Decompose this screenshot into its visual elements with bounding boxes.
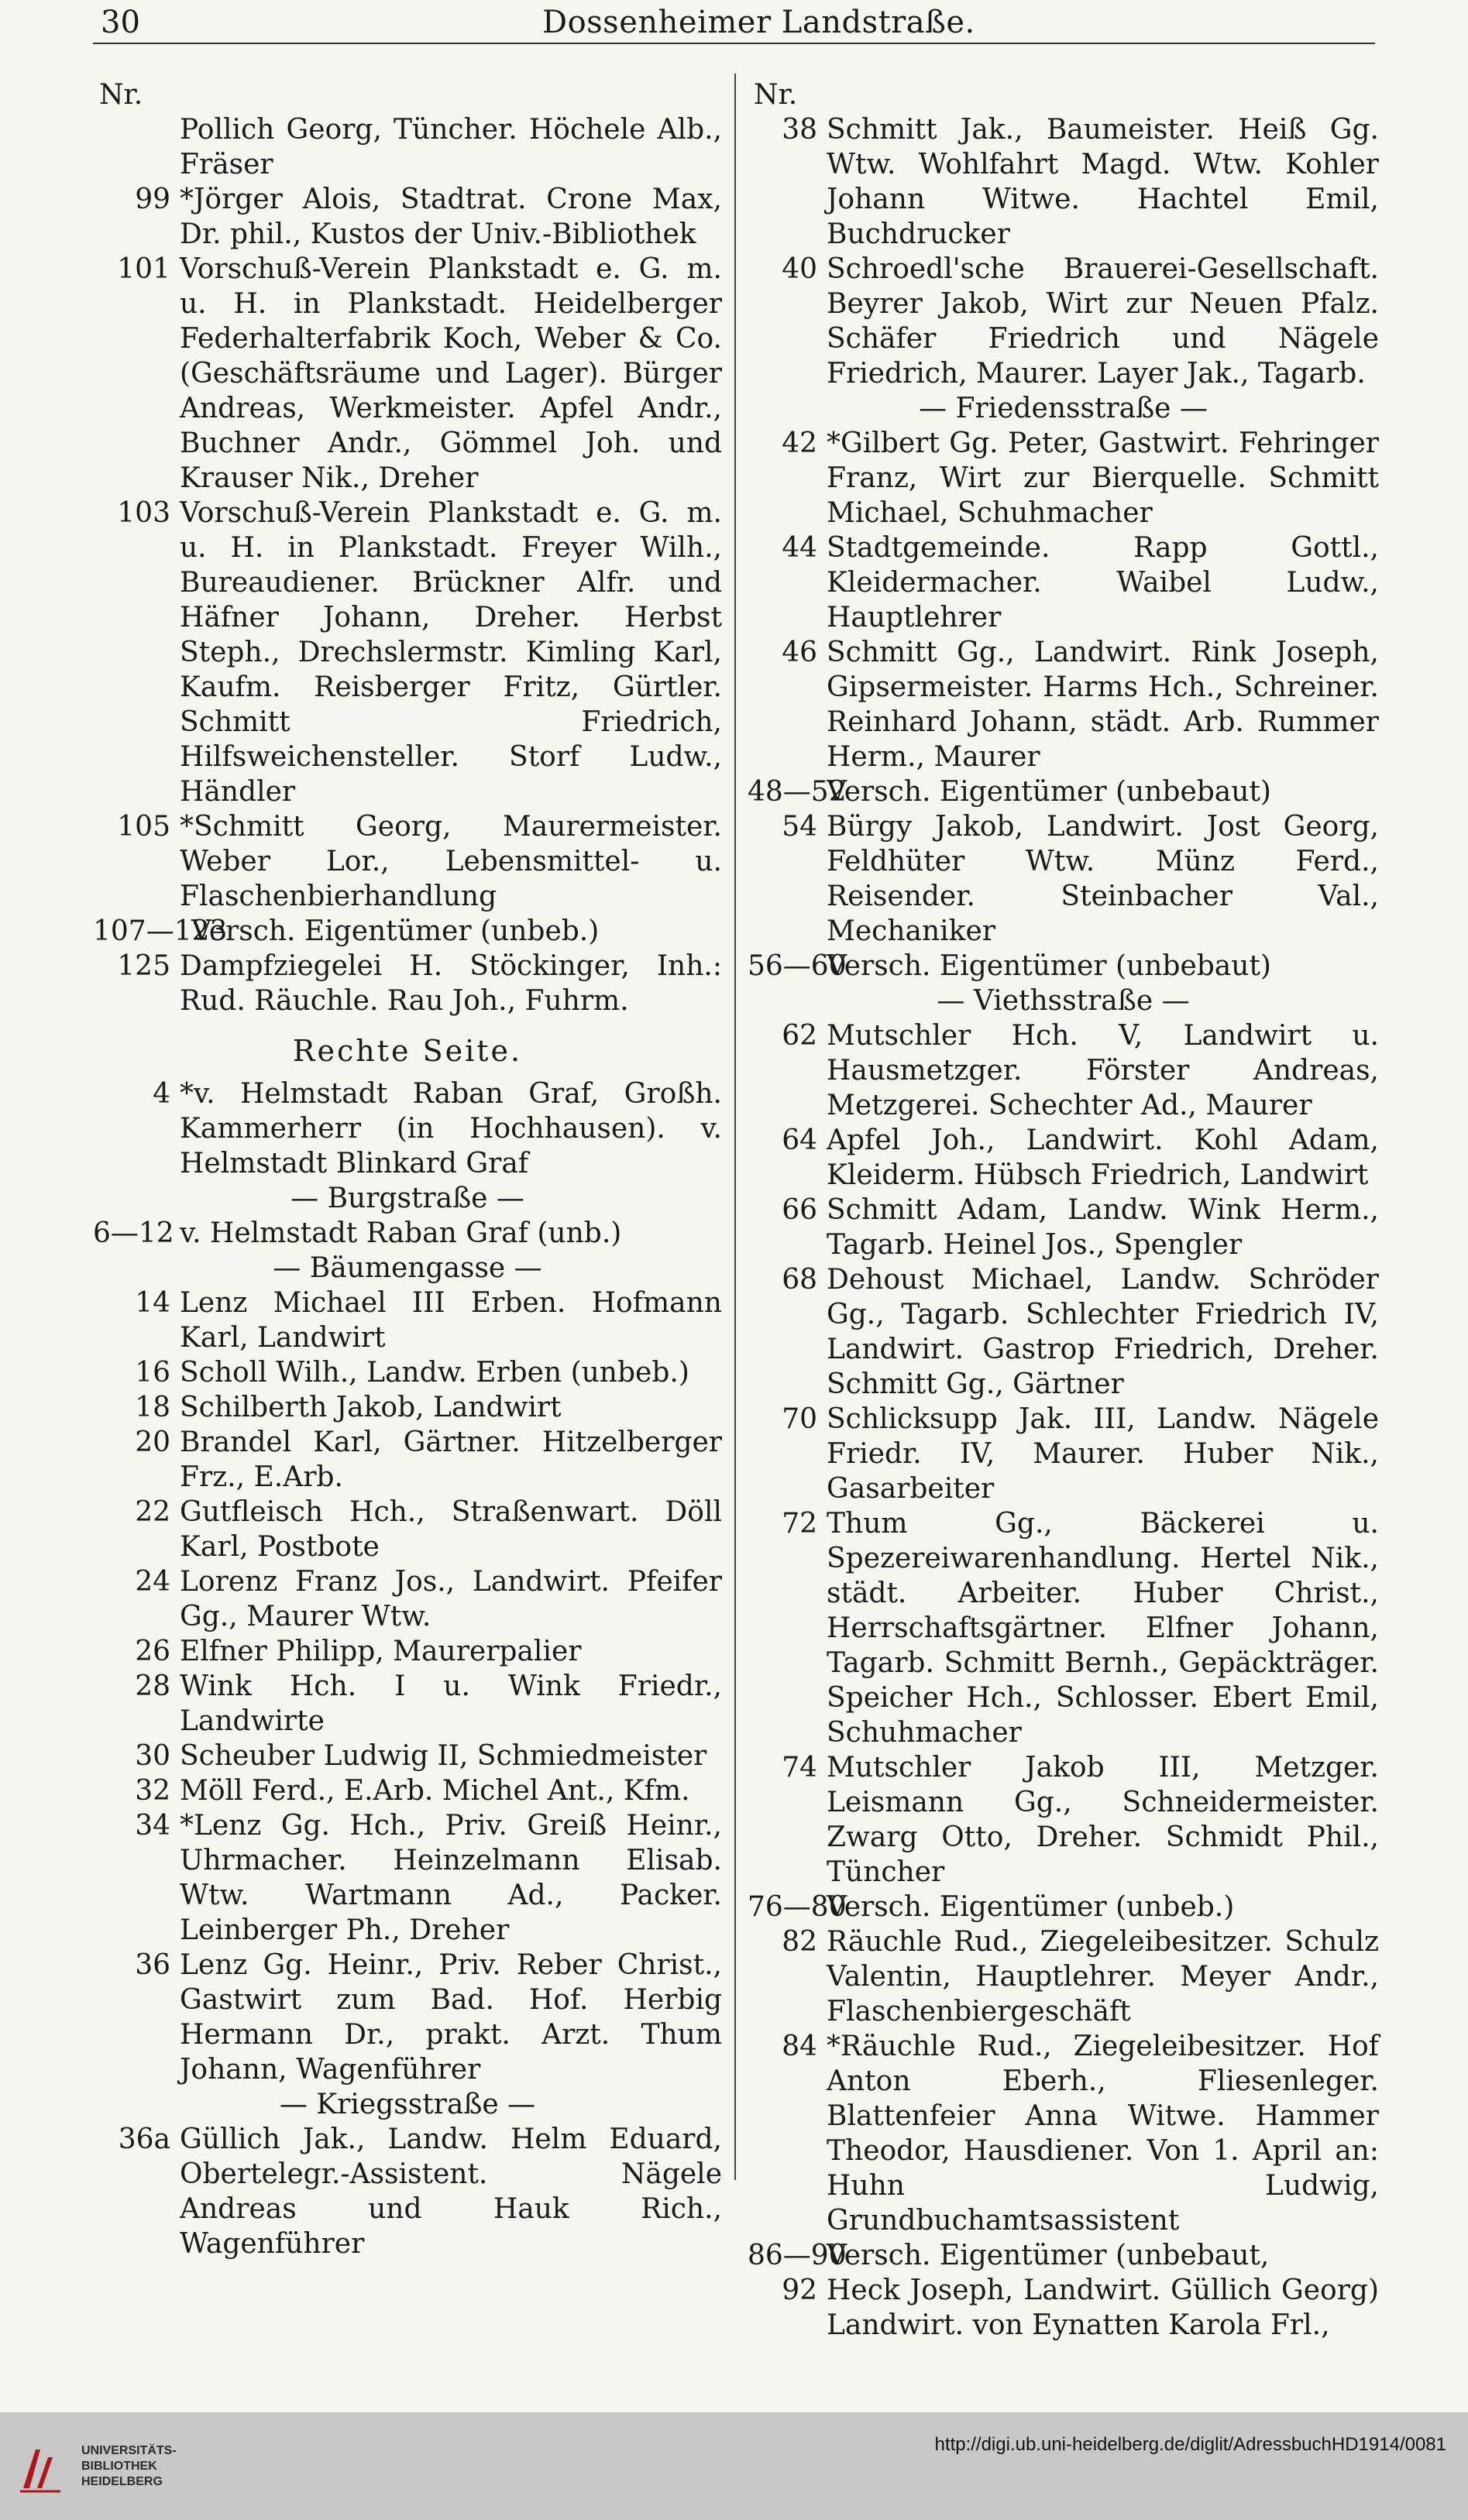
house-number: 42 bbox=[782, 427, 817, 459]
resident-text: Güllich Jak., Landw. Helm Eduard, Obertelegr.-Assistent. Nägele Andreas und Hauk Rich., Wagenführer bbox=[180, 2123, 722, 2260]
column-number-header: Nr. bbox=[99, 79, 143, 111]
resident-text: Lenz Gg. Heinr., Priv. Reber Christ., Gastwirt zum Bad. Hof. Herbig Hermann Dr., prakt. Arzt. Thum Johann, Wagenführer bbox=[180, 1949, 722, 2086]
address-entry bbox=[748, 1262, 1379, 1402]
house-number: 103 bbox=[117, 497, 170, 529]
resident-text: Scheuber Ludwig II, Schmiedmeister bbox=[180, 1740, 707, 1772]
running-title: Dossenheimer Landstraße. bbox=[542, 5, 975, 40]
address-entry bbox=[93, 949, 722, 1018]
address-entry bbox=[93, 1808, 722, 1948]
house-number: 38 bbox=[782, 114, 817, 146]
left-column bbox=[93, 77, 722, 2261]
address-entry bbox=[93, 1739, 722, 1773]
resident-text: Versch. Eigentümer (unbebaut) bbox=[827, 950, 1271, 982]
address-entry bbox=[748, 1750, 1379, 1890]
resident-text: Bürgy Jakob, Landwirt. Jost Georg, Feldhüter Wtw. Münz Ferd., Reisender. Steinbacher Val., Mechaniker bbox=[827, 811, 1379, 947]
house-number: 32 bbox=[135, 1775, 170, 1807]
resident-text: Mutschler Hch. V, Landwirt u. Hausmetzger. Förster Andreas, Metzgerei. Schechter Ad., Maurer bbox=[827, 1020, 1379, 1121]
resident-text: *Lenz Gg. Hch., Priv. Greiß Heinr., Uhrmacher. Heinzelmann Elisab. Wtw. Wartmann Ad., Packer. Leinberger Ph., Dreher bbox=[180, 1810, 722, 1946]
house-number: 86—90 bbox=[748, 2240, 847, 2271]
house-number: 34 bbox=[135, 1810, 170, 1842]
address-entry bbox=[748, 774, 1379, 809]
library-footer bbox=[0, 2412, 1468, 2520]
resident-text: Schilberth Jakob, Landwirt bbox=[180, 1392, 562, 1423]
address-entry bbox=[748, 1402, 1379, 1506]
address-entry bbox=[93, 112, 722, 182]
address-entry bbox=[748, 426, 1379, 530]
resident-text: Mutschler Jakob III, Metzger. Leismann Gg., Schneidermeister. Zwarg Otto, Dreher. Schmidt Phil., Tüncher bbox=[827, 1752, 1379, 1888]
house-number: 44 bbox=[782, 532, 817, 564]
house-number: 28 bbox=[135, 1670, 170, 1702]
address-entry bbox=[93, 2122, 722, 2261]
house-number: 82 bbox=[782, 1926, 817, 1958]
house-number: 20 bbox=[135, 1427, 170, 1458]
house-number: 30 bbox=[135, 1740, 170, 1772]
address-entry bbox=[748, 1193, 1379, 1262]
column-divider bbox=[734, 74, 736, 2180]
university-library-logo-icon bbox=[17, 2443, 64, 2494]
cross-street-label: — Burgstraße — bbox=[291, 1183, 524, 1214]
section-heading: Rechte Seite. bbox=[292, 1034, 523, 1068]
resident-text: *Räuchle Rud., Ziegeleibesitzer. Hof Anton Eberh., Fliesenleger. Blattenfeier Anna Witwe. Hammer Theodor, Hausdiener. Von 1. April an: Huhn Ludwig, Grundbuchamtsassistent bbox=[827, 2031, 1379, 2237]
house-number: 105 bbox=[117, 811, 170, 843]
house-number: 72 bbox=[782, 1508, 817, 1540]
house-number: 48—52 bbox=[748, 776, 847, 808]
resident-text: Versch. Eigentümer (unbeb.) bbox=[827, 1891, 1235, 1923]
house-number: 64 bbox=[782, 1124, 817, 1156]
house-number: 56—60 bbox=[748, 950, 847, 982]
resident-text: Schlicksupp Jak. III, Landw. Nägele Friedr. IV, Maurer. Huber Nik., Gasarbeiter bbox=[827, 1403, 1379, 1505]
address-entry bbox=[748, 530, 1379, 635]
house-number: 22 bbox=[135, 1496, 170, 1528]
address-entry bbox=[748, 2273, 1379, 2343]
house-number: 54 bbox=[782, 811, 817, 843]
house-number: 62 bbox=[782, 1020, 817, 1052]
address-entry bbox=[93, 182, 722, 252]
house-number: 99 bbox=[135, 184, 170, 215]
resident-text: Schmitt Gg., Landwirt. Rink Joseph, Gipsermeister. Harms Hch., Schreiner. Reinhard Johann, städt. Arb. Rummer Herm., Maurer bbox=[827, 637, 1379, 773]
resident-text: Heck Joseph, Landwirt. Güllich Georg) Landwirt. von Eynatten Karola Frl., bbox=[827, 2275, 1379, 2341]
resident-text: Apfel Joh., Landwirt. Kohl Adam, Kleiderm. Hübsch Friedrich, Landwirt bbox=[827, 1124, 1379, 1191]
resident-text: *Gilbert Gg. Peter, Gastwirt. Fehringer Franz, Wirt zur Bierquelle. Schmitt Michael, Schuhmacher bbox=[827, 427, 1379, 529]
resident-text: Schroedl'sche Brauerei-Gesellschaft. Beyrer Jakob, Wirt zur Neuen Pfalz. Schäfer Friedrich und Nägele Friedrich, Maurer. Layer Jak., Tagarb. bbox=[827, 253, 1379, 390]
resident-text: Dampfziegelei H. Stöckinger, Inh.: Rud. Räuchle. Rau Joh., Fuhrm. bbox=[180, 950, 722, 1017]
column-number-header: Nr. bbox=[754, 79, 798, 111]
resident-text: Brandel Karl, Gärtner. Hitzelberger Frz., E.Arb. bbox=[180, 1427, 722, 1493]
address-entry bbox=[93, 1286, 722, 1355]
house-number: 76—80 bbox=[748, 1891, 847, 1923]
address-entry bbox=[748, 1018, 1379, 1123]
resident-text: Scholl Wilh., Landw. Erben (unbeb.) bbox=[180, 1357, 689, 1389]
source-url-link[interactable]: http://digi.ub.uni-heidelberg.de/diglit/AdressbuchHD1914/0081 bbox=[934, 2434, 1446, 2455]
house-number: 26 bbox=[135, 1636, 170, 1667]
resident-text: *Jörger Alois, Stadtrat. Crone Max, Dr. phil., Kustos der Univ.-Bibliothek bbox=[180, 184, 722, 250]
resident-text: Räuchle Rud., Ziegeleibesitzer. Schulz Valentin, Hauptlehrer. Meyer Andr., Flaschenbiergeschäft bbox=[827, 1926, 1379, 2027]
address-entry bbox=[93, 1564, 722, 1634]
address-entry bbox=[93, 1634, 722, 1669]
resident-text: Versch. Eigentümer (unbebaut) bbox=[827, 776, 1271, 808]
address-entry bbox=[748, 1890, 1379, 1924]
page-number: 30 bbox=[101, 5, 140, 40]
resident-text: v. Helmstadt Raban Graf (unb.) bbox=[180, 1217, 622, 1249]
house-number: 46 bbox=[782, 637, 817, 668]
resident-text: Versch. Eigentümer (unbebaut, bbox=[827, 2240, 1270, 2271]
house-number: 24 bbox=[135, 1566, 170, 1598]
address-entry bbox=[93, 1669, 722, 1739]
house-number: 92 bbox=[782, 2275, 817, 2306]
address-entry bbox=[748, 1924, 1379, 2029]
address-entry bbox=[748, 112, 1379, 252]
resident-text: Thum Gg., Bäckerei u. Spezereiwarenhandlung. Hertel Nik., städt. Arbeiter. Huber Christ., Herrschaftsgärtner. Elfner Johann, Tagarb. Schmitt Bernh., Gepäckträger. Speicher Hch., Schlosser. Ebert Emil, Schuhmacher bbox=[827, 1508, 1379, 1749]
house-number: 68 bbox=[782, 1264, 817, 1296]
house-number: 70 bbox=[782, 1403, 817, 1435]
address-entry bbox=[93, 496, 722, 809]
address-entry bbox=[748, 809, 1379, 949]
cross-street-label: — Kriegsstraße — bbox=[279, 2089, 536, 2120]
library-name: UNIVERSITÄTS- BIBLIOTHEK HEIDELBERG bbox=[81, 2444, 177, 2488]
house-number: 36a bbox=[118, 2123, 170, 2155]
address-entry bbox=[93, 1948, 722, 2087]
header-rule bbox=[93, 43, 1375, 44]
resident-text: Schmitt Jak., Baumeister. Heiß Gg. Wtw. Wohlfahrt Magd. Wtw. Kohler Johann Witwe. Hachtel Emil, Buchdrucker bbox=[827, 114, 1379, 250]
resident-text: Stadtgemeinde. Rapp Gottl., Kleidermacher. Waibel Ludw., Hauptlehrer bbox=[827, 532, 1379, 633]
address-entry bbox=[748, 252, 1379, 391]
resident-text: *Schmitt Georg, Maurermeister. Weber Lor., Lebensmittel- u. Flaschenbierhandlung bbox=[180, 811, 722, 912]
house-number: 74 bbox=[782, 1752, 817, 1784]
address-entry bbox=[748, 1506, 1379, 1750]
house-number: 4 bbox=[153, 1078, 170, 1110]
house-number: 66 bbox=[782, 1194, 817, 1226]
address-entry bbox=[748, 2029, 1379, 2238]
house-number: 36 bbox=[135, 1949, 170, 1981]
house-number: 125 bbox=[117, 950, 170, 982]
cross-street-label: — Viethsstraße — bbox=[937, 985, 1190, 1017]
cross-street-label: — Friedensstraße — bbox=[919, 393, 1208, 424]
house-number: 6—12 bbox=[93, 1217, 174, 1249]
resident-text: Lorenz Franz Jos., Landwirt. Pfeifer Gg., Maurer Wtw. bbox=[180, 1566, 722, 1633]
address-entry bbox=[93, 1773, 722, 1808]
address-entry bbox=[93, 1425, 722, 1495]
resident-text: *v. Helmstadt Raban Graf, Großh. Kammerherr (in Hochhausen). v. Helmstadt Blinkard Graf bbox=[180, 1078, 722, 1179]
resident-text: Dehoust Michael, Landw. Schröder Gg., Tagarb. Schlechter Friedrich IV, Landwirt. Gastrop Friedrich, Dreher. Schmitt Gg., Gärtner bbox=[827, 1264, 1379, 1400]
house-number: 107—123 bbox=[93, 915, 228, 947]
address-entry bbox=[93, 914, 722, 949]
resident-text: Pollich Georg, Tüncher. Höchele Alb., Fräser bbox=[180, 114, 722, 180]
address-entry bbox=[748, 2238, 1379, 2273]
house-number: 18 bbox=[135, 1392, 170, 1423]
resident-text: Gutfleisch Hch., Straßenwart. Döll Karl, Postbote bbox=[180, 1496, 722, 1563]
resident-text: Möll Ferd., E.Arb. Michel Ant., Kfm. bbox=[180, 1775, 690, 1807]
house-number: 16 bbox=[135, 1357, 170, 1389]
resident-text: Elfner Philipp, Maurerpalier bbox=[180, 1636, 582, 1667]
resident-text: Vorschuß-Verein Plankstadt e. G. m. u. H. in Plankstadt. Freyer Wilh., Bureaudiener. Brückner Alfr. und Häfner Johann, Dreher. Herbst Steph., Drechslermstr. Kimling Karl, Kaufm. Reisberger Fritz, Gürtler. Schmitt Friedrich, Hilfsweichensteller. Storf Ludw., Händler bbox=[180, 497, 722, 808]
right-column bbox=[748, 77, 1379, 2343]
resident-text: Wink Hch. I u. Wink Friedr., Landwirte bbox=[180, 1670, 722, 1737]
house-number: 14 bbox=[135, 1287, 170, 1319]
address-entry bbox=[93, 1355, 722, 1390]
resident-text: Lenz Michael III Erben. Hofmann Karl, Landwirt bbox=[180, 1287, 722, 1354]
house-number: 40 bbox=[782, 253, 817, 285]
house-number bbox=[93, 112, 180, 182]
address-entry bbox=[93, 1216, 722, 1251]
cross-street-label: — Bäumengasse — bbox=[273, 1252, 542, 1284]
address-entry bbox=[93, 1495, 722, 1564]
address-entry bbox=[93, 1390, 722, 1425]
address-entry bbox=[748, 635, 1379, 774]
address-entry bbox=[93, 809, 722, 914]
resident-text: Schmitt Adam, Landw. Wink Herm., Tagarb. Heinel Jos., Spengler bbox=[827, 1194, 1379, 1261]
address-entry bbox=[748, 949, 1379, 984]
house-number: 101 bbox=[117, 253, 170, 285]
address-entry bbox=[93, 1076, 722, 1181]
resident-text: Vorschuß-Verein Plankstadt e. G. m. u. H. in Plankstadt. Heidelberger Federhalterfabrik Koch, Weber & Co. (Geschäftsräume und Lager). Bürger Andreas, Werkmeister. Apfel Andr., Buchner Andr., Gömmel Joh. und Krauser Nik., Dreher bbox=[180, 253, 722, 494]
house-number: 84 bbox=[782, 2031, 817, 2062]
resident-text: Versch. Eigentümer (unbeb.) bbox=[191, 915, 600, 947]
address-entry bbox=[93, 252, 722, 496]
page-header bbox=[0, 5, 1468, 42]
address-entry bbox=[748, 1123, 1379, 1193]
